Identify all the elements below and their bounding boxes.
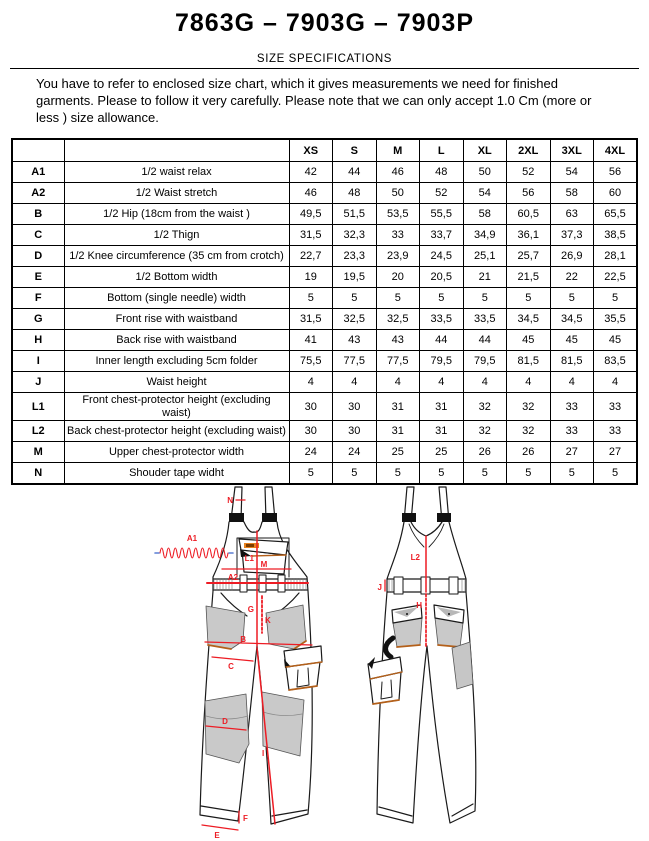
size-value-cell: 5 — [550, 463, 594, 485]
size-value-cell: 55,5 — [420, 204, 464, 225]
size-value-cell: 32 — [507, 393, 551, 421]
size-value-cell: 63 — [550, 204, 594, 225]
measure-code-cell: L2 — [12, 421, 64, 442]
size-value-cell: 4 — [463, 372, 507, 393]
size-value-cell: 25 — [420, 442, 464, 463]
size-value-cell: 49,5 — [289, 204, 333, 225]
measure-spring-a1 — [160, 548, 228, 558]
size-value-cell: 77,5 — [333, 351, 377, 372]
size-value-cell: 31 — [376, 393, 420, 421]
size-column-header: 2XL — [507, 139, 551, 162]
size-value-cell: 52 — [507, 162, 551, 183]
size-value-cell: 48 — [420, 162, 464, 183]
measure-label-cell: Back chest-protector height (excluding waist) — [64, 421, 289, 442]
size-value-cell: 46 — [376, 162, 420, 183]
size-value-cell: 34,9 — [463, 225, 507, 246]
size-value-cell: 36,1 — [507, 225, 551, 246]
label-k: K — [265, 616, 271, 625]
strap-buckle-left-icon — [229, 513, 244, 522]
size-value-cell: 24 — [289, 442, 333, 463]
description-column-header — [64, 139, 289, 162]
size-value-cell: 33,5 — [420, 309, 464, 330]
size-value-cell: 30 — [289, 421, 333, 442]
size-table-body — [12, 162, 637, 485]
measure-code-cell: I — [12, 351, 64, 372]
size-value-cell: 4 — [376, 372, 420, 393]
size-value-cell: 28,1 — [594, 246, 638, 267]
size-value-cell: 32 — [463, 421, 507, 442]
size-value-cell: 5 — [420, 463, 464, 485]
measure-code-cell: A2 — [12, 183, 64, 204]
size-value-cell: 30 — [333, 421, 377, 442]
measure-label-cell: Bottom (single needle) width — [64, 288, 289, 309]
size-value-cell: 22 — [550, 267, 594, 288]
measure-label-cell: Back rise with waistband — [64, 330, 289, 351]
belt-loop — [394, 577, 403, 594]
size-value-cell: 79,5 — [463, 351, 507, 372]
table-header-row — [12, 139, 637, 162]
size-value-cell: 5 — [376, 463, 420, 485]
cargo-pen-slot — [297, 668, 309, 687]
label-e: E — [214, 831, 220, 840]
size-value-cell: 25,1 — [463, 246, 507, 267]
table-row — [12, 442, 637, 463]
measure-label-cell: Front rise with waistband — [64, 309, 289, 330]
label-a1: A1 — [186, 534, 198, 543]
measure-label-cell: 1/2 Knee circumference (35 cm from crotch) — [64, 246, 289, 267]
size-value-cell: 56 — [594, 162, 638, 183]
strap-buckle-left-icon — [402, 513, 416, 522]
measure-code-cell: A1 — [12, 162, 64, 183]
table-row — [12, 288, 637, 309]
size-value-cell: 5 — [463, 463, 507, 485]
label-d: D — [222, 717, 228, 726]
size-value-cell: 4 — [507, 372, 551, 393]
size-value-cell: 30 — [289, 393, 333, 421]
size-column-header: XS — [289, 139, 333, 162]
size-value-cell: 34,5 — [507, 309, 551, 330]
strap-buckle-right-icon — [437, 513, 451, 522]
measure-code-cell: H — [12, 330, 64, 351]
table-row — [12, 463, 637, 485]
table-row — [12, 246, 637, 267]
cargo-pen-slot — [381, 680, 392, 699]
table-row — [12, 309, 637, 330]
size-value-cell: 42 — [289, 162, 333, 183]
label-h: H — [416, 601, 422, 610]
table-row — [12, 183, 637, 204]
size-value-cell: 32,3 — [333, 225, 377, 246]
measure-label-cell: 1/2 waist relax — [64, 162, 289, 183]
measure-line-e — [202, 825, 238, 830]
size-value-cell: 20,5 — [420, 267, 464, 288]
size-value-cell: 26 — [463, 442, 507, 463]
size-value-cell: 79,5 — [420, 351, 464, 372]
size-value-cell: 32,5 — [333, 309, 377, 330]
measure-code-cell: D — [12, 246, 64, 267]
size-value-cell: 81,5 — [550, 351, 594, 372]
table-row — [12, 267, 637, 288]
measure-label-cell: 1/2 Hip (18cm from the waist ) — [64, 204, 289, 225]
size-value-cell: 22,5 — [594, 267, 638, 288]
measure-code-cell: E — [12, 267, 64, 288]
size-value-cell: 25,7 — [507, 246, 551, 267]
size-value-cell: 60 — [594, 183, 638, 204]
size-value-cell: 5 — [507, 288, 551, 309]
size-value-cell: 43 — [376, 330, 420, 351]
size-value-cell: 5 — [420, 288, 464, 309]
size-value-cell: 5 — [507, 463, 551, 485]
label-b: B — [240, 635, 246, 644]
table-row — [12, 225, 637, 246]
size-value-cell: 44 — [333, 162, 377, 183]
size-value-cell: 31,5 — [289, 309, 333, 330]
size-value-cell: 5 — [594, 463, 638, 485]
table-row — [12, 162, 637, 183]
size-value-cell: 26 — [507, 442, 551, 463]
size-value-cell: 5 — [376, 288, 420, 309]
size-value-cell: 75,5 — [289, 351, 333, 372]
size-value-cell: 53,5 — [376, 204, 420, 225]
size-value-cell: 35,5 — [594, 309, 638, 330]
size-value-cell: 43 — [333, 330, 377, 351]
size-value-cell: 27 — [550, 442, 594, 463]
size-value-cell: 37,3 — [550, 225, 594, 246]
size-value-cell: 33 — [594, 421, 638, 442]
table-row — [12, 393, 637, 421]
table-row — [12, 351, 637, 372]
size-value-cell: 4 — [550, 372, 594, 393]
size-value-cell: 22,7 — [289, 246, 333, 267]
measure-label-cell: Upper chest-protector width — [64, 442, 289, 463]
size-value-cell: 77,5 — [376, 351, 420, 372]
label-f: F — [243, 814, 248, 823]
subtitle: SIZE SPECIFICATIONS — [256, 53, 393, 65]
size-value-cell: 26,9 — [550, 246, 594, 267]
size-value-cell: 31,5 — [289, 225, 333, 246]
measure-label-cell: Shouder tape widht — [64, 463, 289, 485]
size-value-cell: 24,5 — [420, 246, 464, 267]
strap-buckle-right-icon — [262, 513, 277, 522]
size-column-header: 4XL — [594, 139, 638, 162]
size-value-cell: 27 — [594, 442, 638, 463]
size-value-cell: 4 — [594, 372, 638, 393]
hip-pocket-bag — [266, 605, 306, 649]
label-a2: A2 — [227, 573, 239, 582]
size-value-cell: 30 — [333, 393, 377, 421]
size-value-cell: 56 — [507, 183, 551, 204]
size-value-cell: 33 — [376, 225, 420, 246]
size-value-cell: 34,5 — [550, 309, 594, 330]
size-table — [11, 138, 638, 485]
label-j: J — [377, 583, 382, 592]
size-value-cell: 31 — [376, 421, 420, 442]
label-m: M — [260, 560, 268, 569]
size-value-cell: 31 — [420, 393, 464, 421]
size-value-cell: 4 — [289, 372, 333, 393]
size-value-cell: 24 — [333, 442, 377, 463]
size-value-cell: 33 — [594, 393, 638, 421]
table-row — [12, 330, 637, 351]
measure-code-cell: N — [12, 463, 64, 485]
knee-pad — [262, 692, 304, 756]
size-value-cell: 52 — [420, 183, 464, 204]
size-value-cell: 33 — [550, 421, 594, 442]
size-value-cell: 45 — [594, 330, 638, 351]
size-value-cell: 33,5 — [463, 309, 507, 330]
measure-label-cell: Front chest-protector height (excluding waist) — [64, 393, 289, 421]
size-value-cell: 60,5 — [507, 204, 551, 225]
size-value-cell: 54 — [550, 162, 594, 183]
label-i: I — [262, 749, 265, 758]
size-value-cell: 20 — [376, 267, 420, 288]
garment-diagram — [0, 486, 649, 841]
size-value-cell: 4 — [333, 372, 377, 393]
size-value-cell: 81,5 — [507, 351, 551, 372]
size-value-cell: 51,5 — [333, 204, 377, 225]
table-row — [12, 421, 637, 442]
size-value-cell: 50 — [376, 183, 420, 204]
measure-code-cell: B — [12, 204, 64, 225]
size-value-cell: 33,7 — [420, 225, 464, 246]
size-value-cell: 5 — [594, 288, 638, 309]
divider-line — [10, 68, 639, 69]
size-value-cell: 41 — [289, 330, 333, 351]
size-value-cell: 5 — [289, 288, 333, 309]
size-value-cell: 58 — [463, 204, 507, 225]
size-value-cell: 65,5 — [594, 204, 638, 225]
measure-code-cell: L1 — [12, 393, 64, 421]
size-value-cell: 44 — [420, 330, 464, 351]
size-value-cell: 33 — [550, 393, 594, 421]
label-l2: L2 — [410, 553, 420, 562]
size-column-header: XL — [463, 139, 507, 162]
label-c: C — [228, 662, 234, 671]
size-value-cell: 5 — [333, 288, 377, 309]
size-value-cell: 38,5 — [594, 225, 638, 246]
code-column-header — [12, 139, 64, 162]
size-value-cell: 19,5 — [333, 267, 377, 288]
size-value-cell: 31 — [420, 421, 464, 442]
measure-label-cell: 1/2 Bottom width — [64, 267, 289, 288]
back-view-drawing — [368, 487, 476, 823]
front-view-drawing — [200, 487, 322, 824]
measure-label-cell: 1/2 Waist stretch — [64, 183, 289, 204]
measure-code-cell: J — [12, 372, 64, 393]
measure-label-cell: 1/2 Thign — [64, 225, 289, 246]
size-value-cell: 21 — [463, 267, 507, 288]
size-value-cell: 54 — [463, 183, 507, 204]
size-value-cell: 58 — [550, 183, 594, 204]
measure-code-cell: F — [12, 288, 64, 309]
size-value-cell: 50 — [463, 162, 507, 183]
size-value-cell: 48 — [333, 183, 377, 204]
size-value-cell: 32,5 — [376, 309, 420, 330]
size-value-cell: 19 — [289, 267, 333, 288]
size-value-cell: 21,5 — [507, 267, 551, 288]
intro-paragraph: You have to refer to enclosed size chart, which it gives measurements we need for finished garments. Please to follow it very carefully. Please note that we can only accept 1.0 Cm (more or less ) size allowance. — [36, 76, 592, 125]
size-value-cell: 23,9 — [376, 246, 420, 267]
measure-code-cell: G — [12, 309, 64, 330]
size-value-cell: 44 — [463, 330, 507, 351]
size-value-cell: 83,5 — [594, 351, 638, 372]
size-column-header: S — [333, 139, 377, 162]
label-l1: L1 — [244, 554, 254, 563]
size-value-cell: 45 — [550, 330, 594, 351]
size-column-header: 3XL — [550, 139, 594, 162]
size-value-cell: 45 — [507, 330, 551, 351]
size-value-cell: 5 — [463, 288, 507, 309]
size-value-cell: 25 — [376, 442, 420, 463]
label-g: G — [247, 605, 254, 614]
table-row — [12, 204, 637, 225]
table-row — [12, 372, 637, 393]
size-value-cell: 4 — [420, 372, 464, 393]
label-n: N — [227, 496, 233, 505]
size-value-cell: 32 — [507, 421, 551, 442]
page-title: 7863G – 7903G – 7903P — [174, 9, 474, 37]
measure-code-cell: C — [12, 225, 64, 246]
size-column-header: L — [420, 139, 464, 162]
size-column-header: M — [376, 139, 420, 162]
size-value-cell: 46 — [289, 183, 333, 204]
measure-label-cell: Inner length excluding 5cm folder — [64, 351, 289, 372]
size-value-cell: 5 — [550, 288, 594, 309]
belt-loop — [449, 577, 458, 594]
size-value-cell: 23,3 — [333, 246, 377, 267]
measure-code-cell: M — [12, 442, 64, 463]
measure-label-cell: Waist height — [64, 372, 289, 393]
size-value-cell: 5 — [333, 463, 377, 485]
size-value-cell: 5 — [289, 463, 333, 485]
size-value-cell: 32 — [463, 393, 507, 421]
